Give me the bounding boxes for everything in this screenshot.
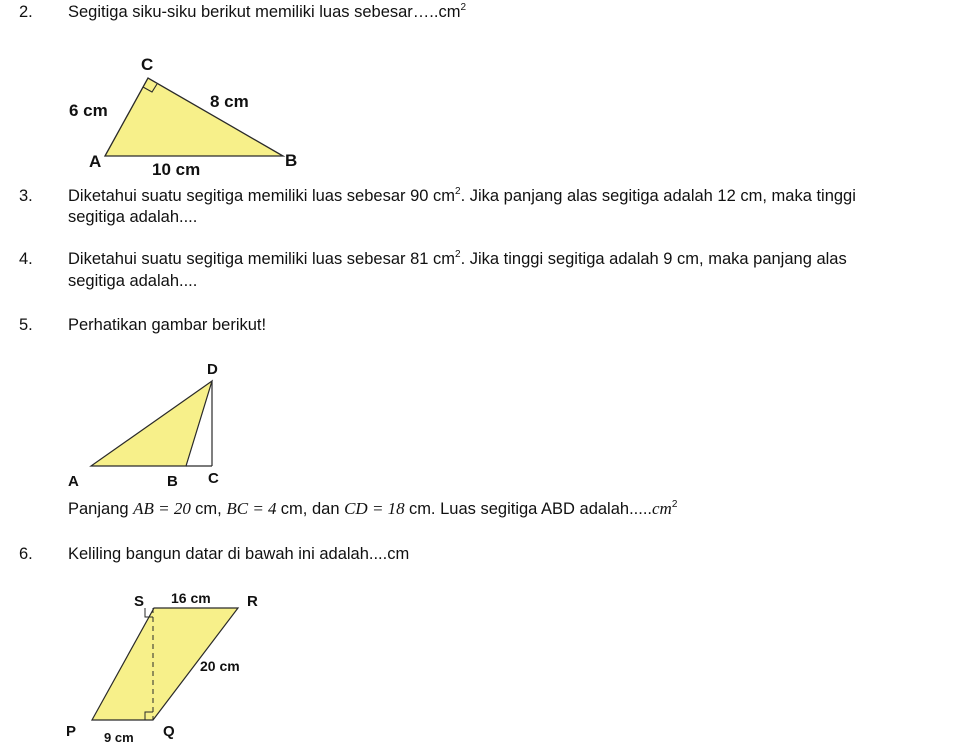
question-6-text: Keliling bangun datar di bawah ini adalah....cm: [68, 545, 410, 563]
label-vertex-p: P: [66, 723, 77, 740]
figure-triangle-abd: [68, 361, 219, 490]
question-5-text: Perhatikan gambar berikut!: [68, 316, 267, 334]
label-side-cb: 8 cm: [210, 92, 249, 111]
label-vertex-c: C: [141, 55, 154, 74]
question-5-given: Panjang AB = 20 cm, BC = 4 cm, dan CD = 18 cm. Luas segitiga ABD $adalah.....cm^2$: [68, 499, 678, 518]
question-number-5: 5.: [19, 316, 33, 334]
label-vertex-q: Q: [163, 723, 175, 740]
label-vertex-b: B: [285, 151, 298, 170]
label-vertex-a: A: [89, 152, 102, 171]
question-number-6: 6.: [19, 545, 33, 563]
label-side-rq: 20 cm: [200, 658, 240, 674]
question-number-4: 4.: [19, 250, 33, 268]
question-number-3: 3.: [19, 187, 33, 205]
figure-trapezoid: [66, 590, 258, 745]
question-4-text-line2: segitiga adalah....: [68, 272, 198, 290]
label-side-ac: 6 cm: [69, 101, 108, 120]
label-vertex-c: C: [208, 470, 219, 487]
label-side-pq: 9 cm: [104, 730, 134, 745]
question-4-text: Diketahui suatu segitiga memiliki luas sebesar 81 $cm^2$. Jika tinggi segitiga adalah 9 cm, maka panjang alas: [68, 249, 847, 268]
label-side-ab: 10 cm: [152, 160, 201, 179]
question-2-text: Segitiga siku-siku berikut memiliki luas $sebesar\dots..cm^2$: [68, 2, 467, 21]
triangle-abd-shape: [91, 381, 212, 466]
label-vertex-d: D: [207, 361, 218, 378]
label-vertex-b: B: [167, 473, 178, 490]
triangle-abc-shape: [105, 78, 283, 156]
label-side-sr: 16 cm: [171, 590, 211, 606]
question-number-2: 2.: [19, 3, 33, 21]
question-3-text-line2: segitiga adalah....: [68, 208, 198, 226]
label-vertex-s: S: [134, 593, 145, 610]
label-vertex-a: A: [68, 473, 79, 490]
question-3-text: Diketahui suatu segitiga memiliki luas sebesar 90 $cm^2$. Jika panjang alas segitiga adalah 12 cm, maka tinggi: [68, 186, 856, 205]
figure-right-triangle: [69, 55, 297, 179]
label-vertex-r: R: [247, 593, 258, 610]
